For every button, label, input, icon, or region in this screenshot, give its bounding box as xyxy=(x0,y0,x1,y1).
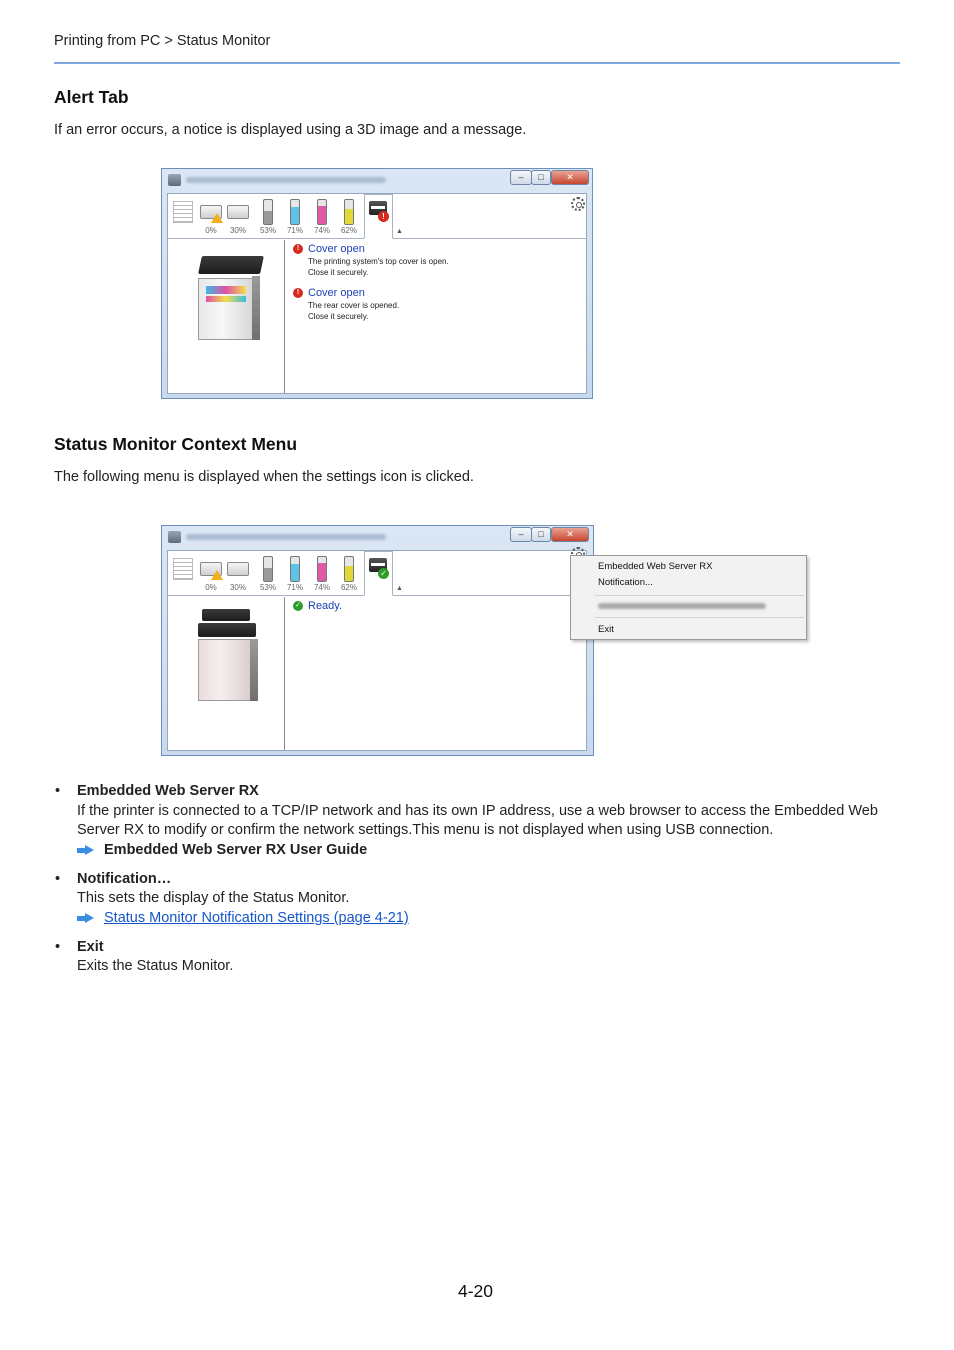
tray-2-percent: 30% xyxy=(229,583,246,592)
menu-item-embedded-web-server[interactable]: Embedded Web Server RX xyxy=(598,561,713,572)
list-item xyxy=(54,782,900,860)
window-client xyxy=(167,550,587,751)
bullet-title: Exit xyxy=(77,938,104,955)
toner-magenta-percent: 74% xyxy=(313,583,330,592)
paper-stack-icon xyxy=(173,558,193,580)
toner-magenta-icon xyxy=(317,556,327,582)
error-badge-icon: ! xyxy=(378,211,389,222)
bullet-title: Notification… xyxy=(77,870,172,887)
bullet-icon: • xyxy=(55,870,61,887)
alert-detail: The rear cover is opened. xyxy=(308,301,400,310)
toner-magenta-percent: 74% xyxy=(313,226,330,235)
alert-tab-description: If an error occurs, a notice is displayed using a 3D image and a message. xyxy=(54,122,527,138)
ready-status-text: Ready. xyxy=(308,600,343,612)
bullet-text: Exits the Status Monitor. xyxy=(77,958,234,974)
toner-black-icon xyxy=(263,199,273,225)
status-messages xyxy=(293,599,582,621)
alert-action: Close it securely. xyxy=(308,312,369,321)
alert-tab-heading: Alert Tab xyxy=(54,87,129,107)
status-toolbar xyxy=(168,194,586,239)
arrow-right-icon xyxy=(77,845,94,856)
menu-separator xyxy=(595,595,804,596)
ok-badge-icon: ✓ xyxy=(378,568,389,579)
alert-message xyxy=(293,242,582,278)
toner-black-percent: 53% xyxy=(259,226,276,235)
toner-yellow-percent: 62% xyxy=(340,226,357,235)
reference xyxy=(77,841,900,861)
toner-yellow[interactable] xyxy=(336,197,362,235)
toner-magenta[interactable] xyxy=(309,554,335,592)
printer-open-cover-image xyxy=(194,256,264,346)
alert-messages xyxy=(293,242,582,330)
alert-detail: The printing system's top cover is open. xyxy=(308,257,449,266)
bullet-title: Embedded Web Server RX xyxy=(77,783,259,799)
list-item xyxy=(54,870,900,929)
bullet-icon: • xyxy=(55,783,61,799)
minimize-button[interactable]: – xyxy=(510,170,532,185)
tray-2-percent: 30% xyxy=(229,226,246,235)
minimize-button[interactable]: – xyxy=(510,527,532,542)
bullet-icon: • xyxy=(55,938,61,955)
error-icon: ! xyxy=(293,288,303,298)
arrow-right-icon xyxy=(77,913,94,924)
status-monitor-window-ready xyxy=(161,525,594,756)
menu-item-exit[interactable]: Exit xyxy=(598,624,614,635)
toner-yellow[interactable] xyxy=(336,554,362,592)
error-icon: ! xyxy=(293,244,303,254)
context-menu-description: The following menu is displayed when the settings icon is clicked. xyxy=(54,469,474,485)
page-number: 4-20 xyxy=(458,1281,494,1301)
alert-title: Cover open xyxy=(308,287,365,299)
settings-context-menu xyxy=(570,555,807,640)
toner-cyan[interactable] xyxy=(282,554,308,592)
tray-icon xyxy=(227,562,249,576)
printer-image-pane xyxy=(168,597,285,750)
printer-ready-image xyxy=(196,609,266,709)
toner-black[interactable] xyxy=(255,554,281,592)
menu-separator xyxy=(595,617,804,618)
status-message xyxy=(293,599,582,613)
window-client xyxy=(167,193,587,394)
window-title-blurred xyxy=(186,177,386,183)
toner-cyan[interactable] xyxy=(282,197,308,235)
toner-black-icon xyxy=(263,556,273,582)
toner-cyan-icon xyxy=(290,199,300,225)
alert-tab[interactable] xyxy=(364,551,393,596)
toner-magenta-icon xyxy=(317,199,327,225)
maximize-button[interactable]: □ xyxy=(531,527,551,542)
warning-icon xyxy=(211,213,223,223)
maximize-button[interactable]: □ xyxy=(531,170,551,185)
paper-tray-2[interactable] xyxy=(225,554,251,592)
collapse-caret-icon[interactable]: ▲ xyxy=(396,585,403,592)
reference-link[interactable]: Status Monitor Notification Settings (page 4-21) xyxy=(104,909,409,926)
alert-message xyxy=(293,286,582,322)
printer-app-icon xyxy=(168,531,181,543)
context-menu-heading: Status Monitor Context Menu xyxy=(54,434,298,454)
menu-item-notification[interactable]: Notification... xyxy=(598,577,653,588)
status-monitor-window-alert xyxy=(161,168,593,399)
toner-cyan-percent: 71% xyxy=(286,226,303,235)
print-job-tab[interactable] xyxy=(170,554,196,592)
ready-check-icon: ✓ xyxy=(293,601,303,611)
toner-black[interactable] xyxy=(255,197,281,235)
alert-tab[interactable] xyxy=(364,194,393,239)
menu-item-website-blurred[interactable] xyxy=(598,603,766,609)
list-item xyxy=(54,938,900,977)
reference xyxy=(77,909,900,929)
printer-app-icon xyxy=(168,174,181,186)
menu-descriptions xyxy=(54,782,900,986)
paper-stack-icon xyxy=(173,201,193,223)
printer-image-pane xyxy=(168,240,285,393)
status-toolbar xyxy=(168,551,586,596)
warning-icon xyxy=(211,570,223,580)
reference-text: Embedded Web Server RX User Guide xyxy=(104,841,368,858)
alert-action: Close it securely. xyxy=(308,268,369,277)
toner-yellow-icon xyxy=(344,556,354,582)
tray-icon xyxy=(227,205,249,219)
toner-cyan-percent: 71% xyxy=(286,583,303,592)
tray-1-percent: 0% xyxy=(205,226,217,235)
bullet-text: This sets the display of the Status Monitor. xyxy=(77,890,350,906)
toner-magenta[interactable] xyxy=(309,197,335,235)
window-titlebar xyxy=(162,169,592,191)
alert-title: Cover open xyxy=(308,243,365,255)
collapse-caret-icon[interactable]: ▲ xyxy=(396,228,403,235)
close-button[interactable]: ✕ xyxy=(551,170,589,185)
window-titlebar xyxy=(162,526,593,548)
paper-tray-1[interactable] xyxy=(198,197,224,235)
toner-yellow-icon xyxy=(344,199,354,225)
toner-black-percent: 53% xyxy=(259,583,276,592)
bullet-text: If the printer is connected to a TCP/IP network and has its own IP address, use a web browser to access the Embedded Web Server RX to modify or confirm the network settings.This menu is not displayed when using USB connection. xyxy=(77,802,878,838)
header-rule xyxy=(54,62,900,64)
paper-tray-1[interactable] xyxy=(198,554,224,592)
window-title-blurred xyxy=(186,534,386,540)
print-job-tab[interactable] xyxy=(170,197,196,235)
close-button[interactable]: ✕ xyxy=(551,527,589,542)
breadcrumb: Printing from PC > Status Monitor xyxy=(54,33,271,49)
settings-gear-icon[interactable] xyxy=(571,197,585,211)
tray-1-percent: 0% xyxy=(205,583,217,592)
toner-yellow-percent: 62% xyxy=(340,583,357,592)
paper-tray-2[interactable] xyxy=(225,197,251,235)
toner-cyan-icon xyxy=(290,556,300,582)
